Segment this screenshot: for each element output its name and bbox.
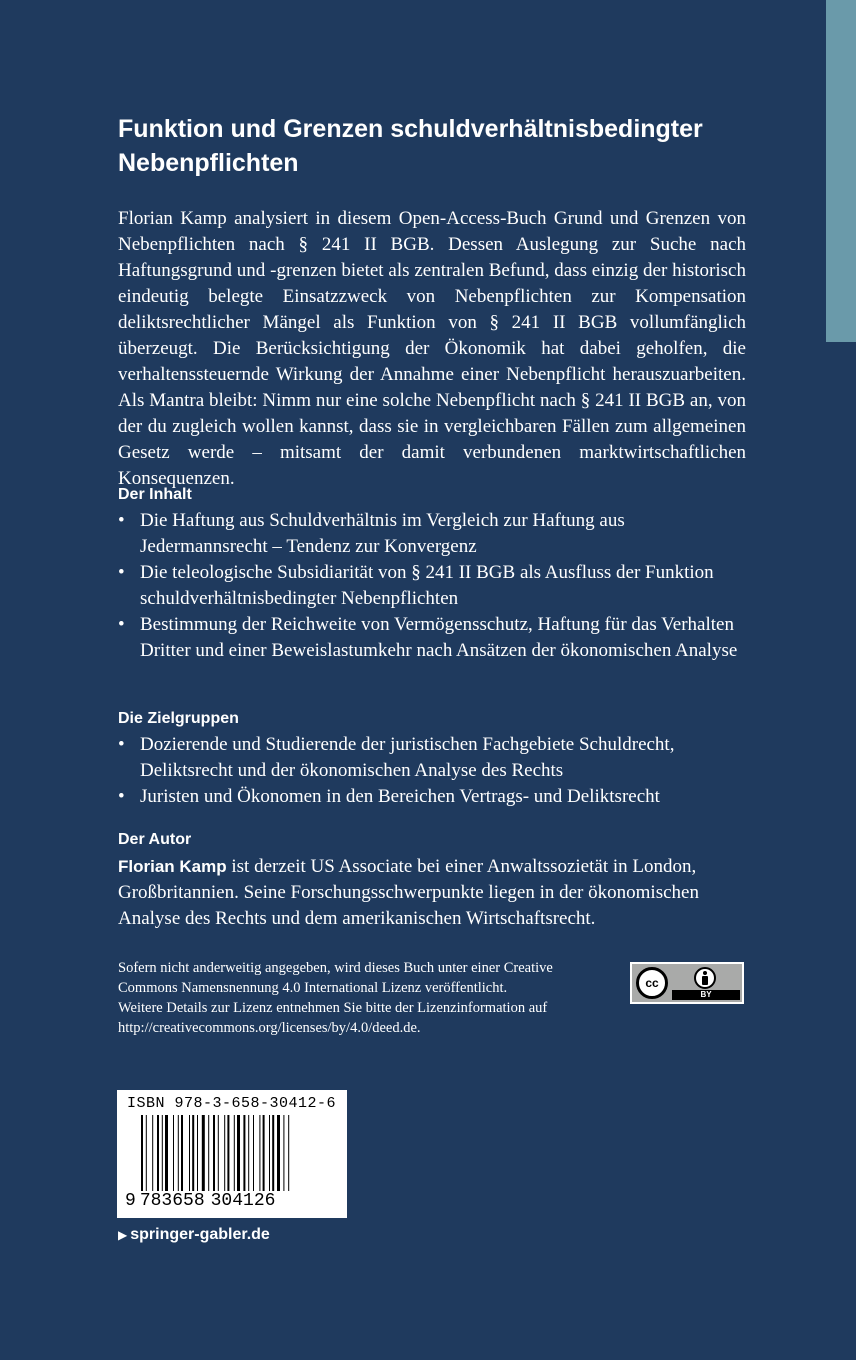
license-line: Sofern nicht anderweitig angegeben, wird dieses Buch unter einer Creative	[118, 960, 553, 976]
zielgruppen-heading: Die Zielgruppen	[118, 710, 239, 727]
barcode-bar	[227, 1115, 229, 1191]
barcode-bar	[208, 1115, 209, 1191]
barcode-bar	[269, 1115, 270, 1191]
list-item: • Die Haftung aus Schuldverhältnis im Vergleich zur Haftung aus Jedermannsrecht – Tendenz zur Konvergenz	[118, 508, 746, 560]
barcode-bar	[173, 1115, 174, 1191]
triangle-right-icon: ▶	[118, 1228, 128, 1242]
barcode-bar	[141, 1115, 143, 1191]
barcode-bar	[263, 1115, 265, 1191]
spine-color-strip	[826, 0, 856, 342]
ean-digits	[125, 1190, 275, 1212]
barcode-bar	[234, 1115, 235, 1191]
author-bio	[118, 854, 758, 932]
author-name: Florian Kamp	[118, 857, 227, 876]
barcode-bar	[165, 1115, 168, 1191]
creative-commons-icon: cc	[636, 967, 668, 999]
title-line-2: Nebenpflichten	[118, 149, 299, 177]
barcode-bar	[157, 1115, 159, 1191]
barcode-bar	[189, 1115, 190, 1191]
license-line: Commons Namensnennung 4.0 International Lizenz veröffentlicht.	[118, 980, 508, 996]
barcode-bar	[248, 1115, 249, 1191]
list-item: • Dozierende und Studierende der juristischen Fachgebiete Schuldrecht, Deliktsrecht und der ökonomischen Analyse des Rechts	[118, 732, 746, 784]
isbn-number: ISBN 978-3-658-30412-6	[127, 1095, 337, 1112]
barcode-bar	[237, 1115, 240, 1191]
list-item: • Bestimmung der Reichweite von Vermögensschutz, Haftung für das Verhalten Dritter und einer Beweislastumkehr nach Ansätzen der ökonomischen Analyse	[118, 612, 746, 664]
barcode-bar	[253, 1115, 254, 1191]
barcode-bar	[283, 1115, 284, 1191]
inhalt-heading: Der Inhalt	[118, 486, 192, 503]
barcode-bar	[162, 1115, 163, 1191]
inhalt-list	[118, 508, 746, 664]
barcode-bar	[243, 1115, 245, 1191]
barcode-bar	[218, 1115, 219, 1191]
barcode-bar	[197, 1115, 198, 1191]
barcode-bars-icon	[141, 1115, 331, 1191]
list-item: • Die teleologische Subsidiarität von § 241 II BGB als Ausfluss der Funktion schuldverhältnisbedingter Nebenpflichten	[118, 560, 746, 612]
ean-first-digit: 9	[125, 1191, 136, 1211]
book-title	[118, 112, 758, 180]
barcode-bar	[288, 1115, 289, 1191]
barcode-bar	[152, 1115, 153, 1191]
title-line-1: Funktion und Grenzen schuldverhältnisbedingter	[118, 115, 703, 143]
barcode-bar	[181, 1115, 183, 1191]
autor-heading: Der Autor	[118, 831, 192, 848]
ean-group-2: 304126	[210, 1191, 276, 1211]
license-notice	[118, 958, 618, 1038]
abstract-paragraph: Florian Kamp analysiert in diesem Open-Access-Buch Grund und Grenzen von Nebenpflichten nach § 241 II BGB. Dessen Auslegung zur Suche nach Haftungsgrund und -grenzen bietet als zentralen Befund, dass einzig der historisch eindeutig belegte Einsatzzweck von Nebenpflichten zur Kompensation deliktsrechtlicher Mängel als Funktion von § 241 II BGB vollumfänglich überzeugt. Die Berücksichtigung der Ökonomik hat dabei geholfen, die verhaltenssteuernde Wirkung der Annahme einer Nebenpflicht herauszuarbeiten. Als Mantra bleibt: Nimm nur eine solche Nebenpflicht nach § 241 II BGB an, von der du zugleich wollen kannst, dass sie in vergleichbaren Fällen zum allgemeinen Gesetz werde – mitsamt der damit verbundenen marktwirtschaftlichen Konsequenzen.	[118, 208, 746, 489]
license-link[interactable]: http://creativecommons.org/licenses/by/4.0/deed.de.	[118, 1020, 421, 1036]
publisher-link[interactable]	[118, 1225, 270, 1245]
cc-by-license-badge[interactable]	[630, 962, 744, 1004]
barcode-bar	[213, 1115, 215, 1191]
barcode-bar	[202, 1115, 205, 1191]
list-item: • Juristen und Ökonomen in den Bereichen Vertrags- und Deliktsrecht	[118, 784, 746, 810]
publisher-url: springer-gabler.de	[130, 1226, 270, 1243]
zielgruppen-list	[118, 732, 746, 810]
barcode-bar	[272, 1115, 274, 1191]
cc-by-label: BY	[672, 990, 740, 1000]
license-line: Weitere Details zur Lizenz entnehmen Sie bitte der Lizenzinformation auf	[118, 1000, 548, 1016]
barcode-bar	[224, 1115, 225, 1191]
isbn-barcode	[117, 1090, 347, 1218]
author-bio-text: ist derzeit US Associate bei einer Anwaltssozietät in London, Großbritannien. Seine Forschungsschwerpunkte liegen in der ökonomischen Analyse des Rechts und dem amerikanischen Wirtschaftsrecht.	[118, 856, 699, 929]
barcode-bar	[178, 1115, 179, 1191]
barcode-bar	[146, 1115, 147, 1191]
barcode-bar	[192, 1115, 194, 1191]
attribution-person-icon	[694, 967, 716, 989]
barcode-bar	[259, 1115, 260, 1191]
barcode-bar	[277, 1115, 280, 1191]
ean-group-1: 783658	[139, 1191, 205, 1211]
